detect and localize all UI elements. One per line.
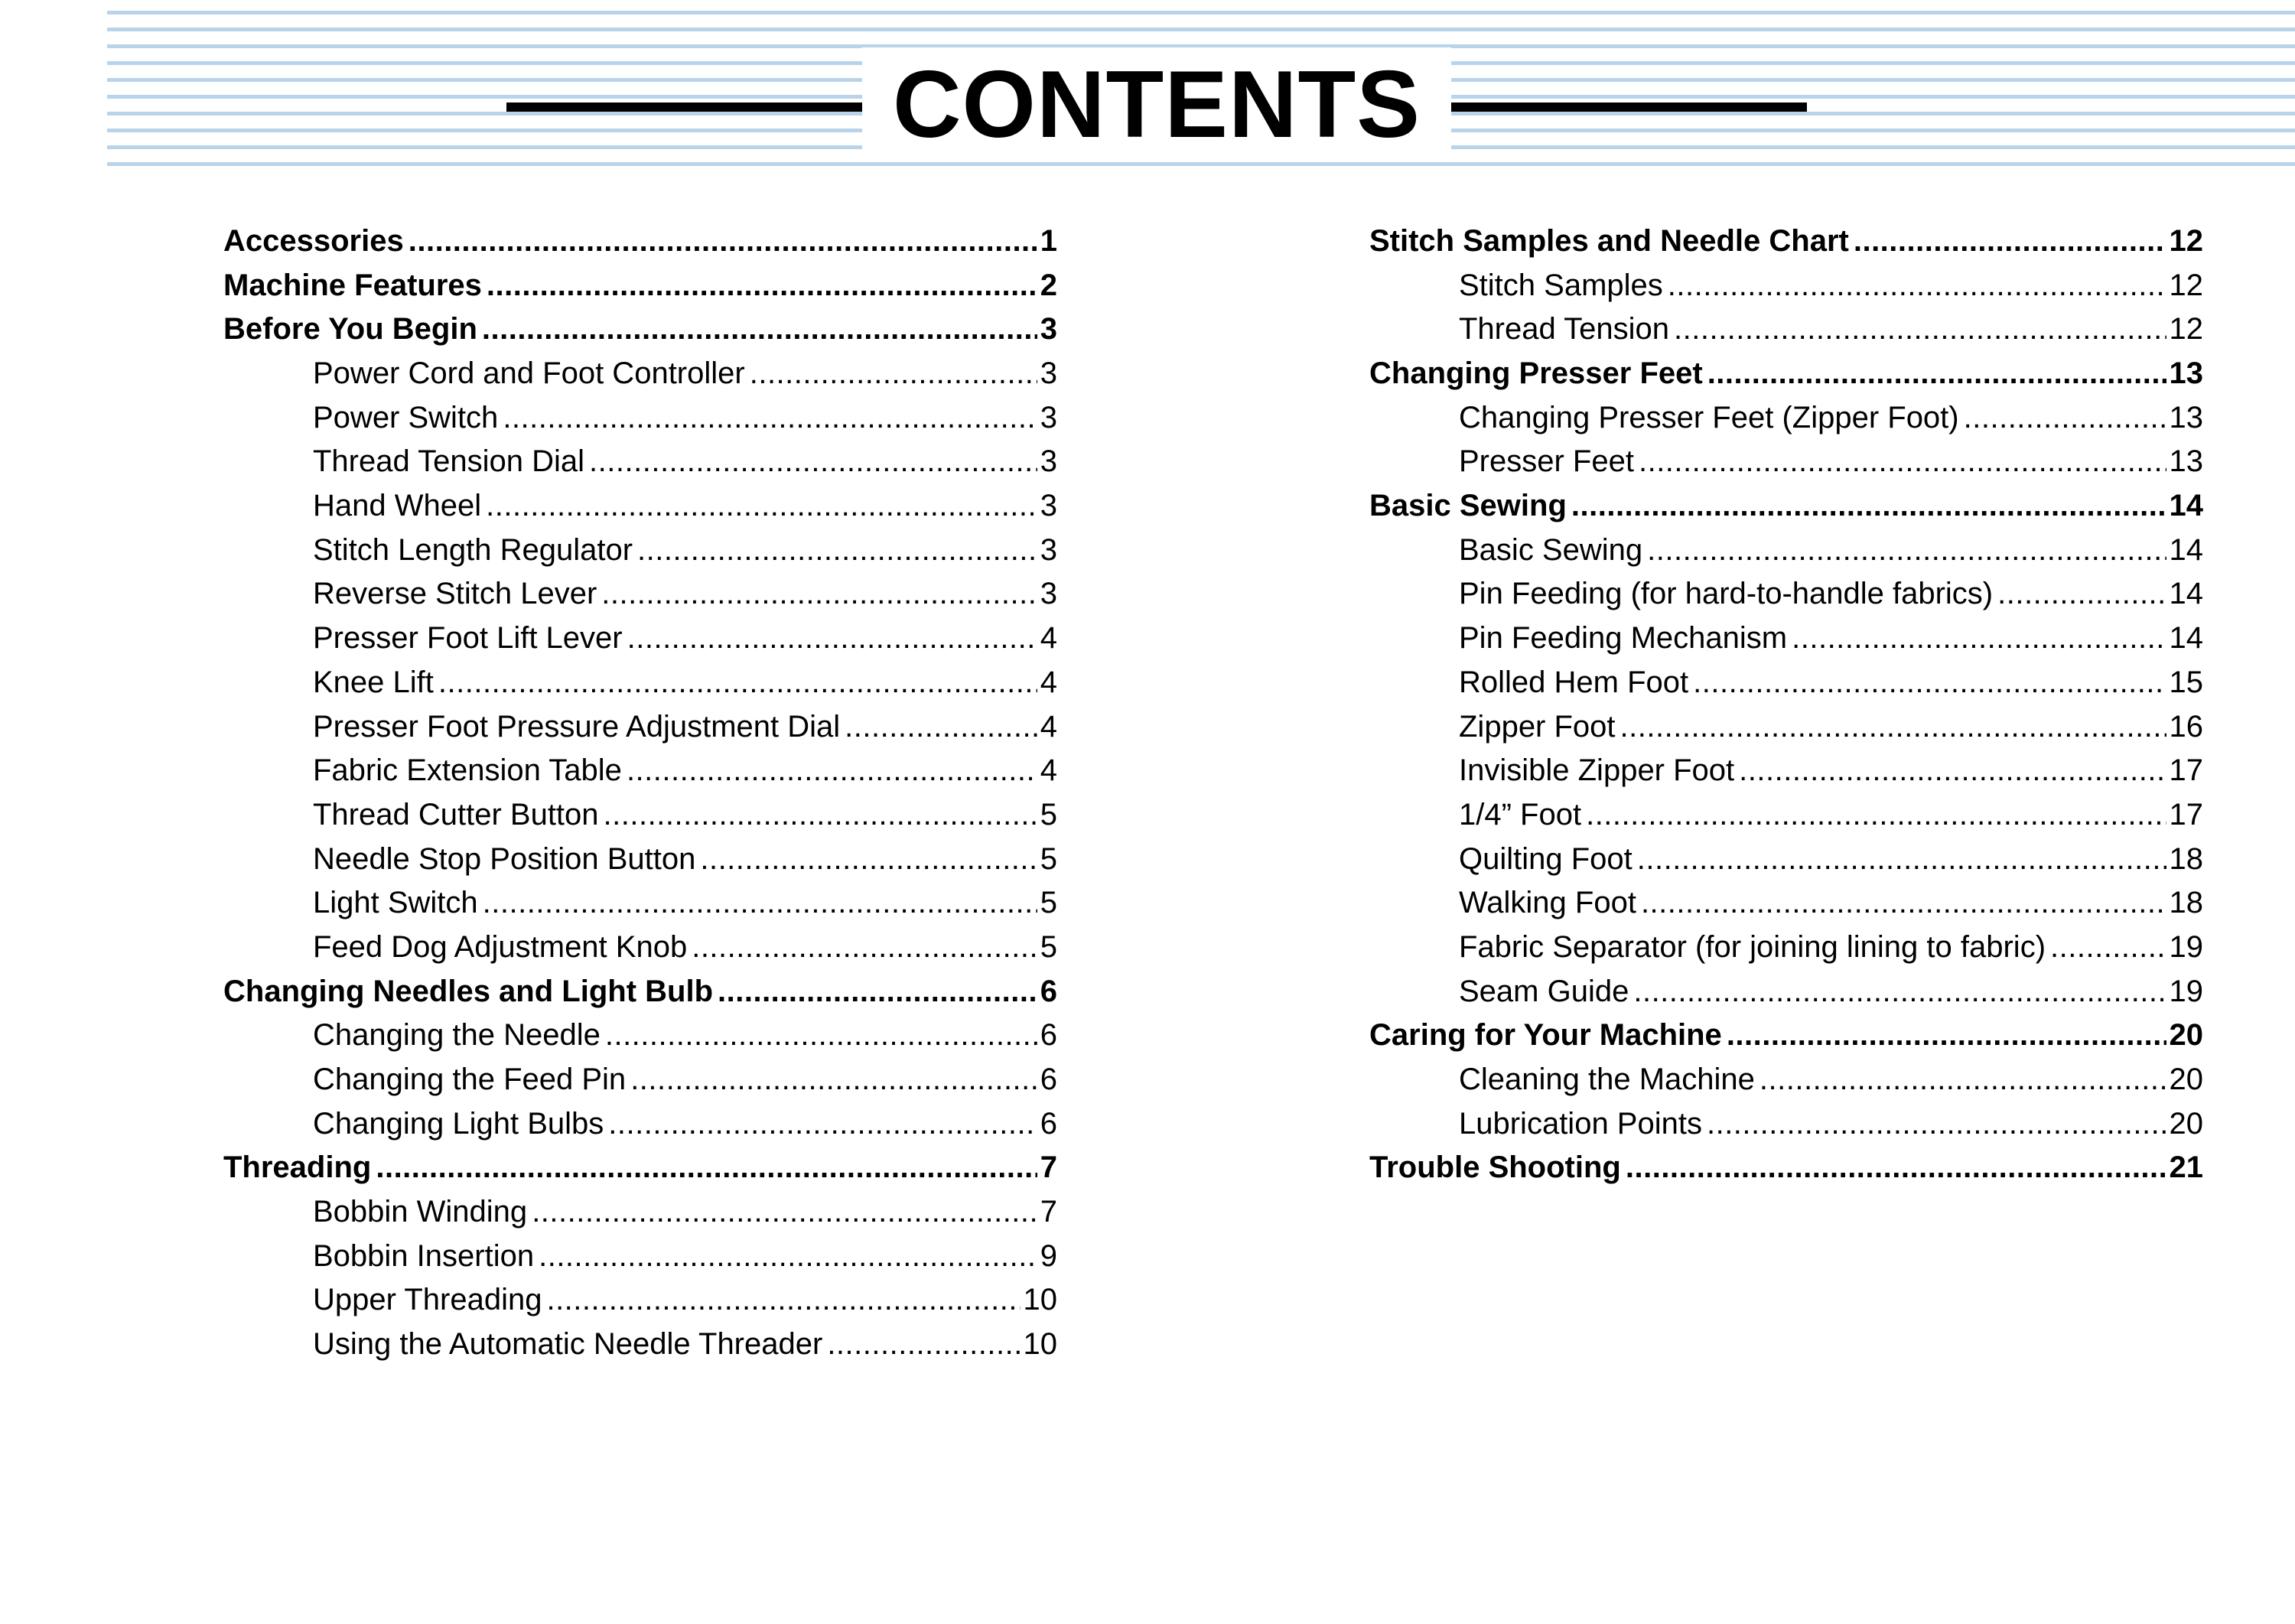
dot-leader <box>637 529 1037 573</box>
toc-entry-page-number: 13 <box>2169 400 2203 434</box>
dot-leader <box>532 1190 1037 1235</box>
toc-entry-page-number: 6 <box>1040 974 1057 1008</box>
toc-entry-label: Rolled Hem Foot <box>1459 665 1689 699</box>
dot-leader <box>2050 926 2166 970</box>
toc-entry-label: Thread Tension Dial <box>313 444 585 479</box>
toc-entry-page-number: 14 <box>2169 489 2203 523</box>
toc-subsection-entry[interactable] <box>223 1279 1057 1323</box>
toc-entry-label: Changing Needles and Light Bulb <box>223 974 713 1008</box>
dot-leader <box>1626 1146 2166 1190</box>
toc-subsection-entry[interactable] <box>223 1102 1057 1147</box>
toc-subsection-entry[interactable] <box>223 529 1057 573</box>
toc-subsection-entry[interactable] <box>223 749 1057 793</box>
toc-entry-page-number: 4 <box>1040 665 1057 699</box>
toc-subsection-entry[interactable] <box>1369 1102 2203 1147</box>
toc-entry-label: Light Switch <box>313 886 478 920</box>
page-title-block <box>506 47 1807 162</box>
toc-entry-page-number: 17 <box>2169 753 2203 788</box>
toc-entry-label: Using the Automatic Needle Threader <box>313 1327 823 1362</box>
dot-leader <box>700 838 1037 882</box>
toc-entry-label: Pin Feeding (for hard-to-handle fabrics) <box>1459 577 1994 611</box>
toc-subsection-entry[interactable] <box>223 1058 1057 1102</box>
dot-leader <box>1620 705 2166 750</box>
toc-subsection-entry[interactable] <box>1369 926 2203 970</box>
toc-entry-page-number: 19 <box>2169 974 2203 1008</box>
toc-entry-label: Lubrication Points <box>1459 1106 1702 1141</box>
toc-entry-page-number: 3 <box>1040 577 1057 611</box>
toc-entry-label: Seam Guide <box>1459 974 1629 1008</box>
dot-leader <box>1854 220 2166 264</box>
toc-entry-page-number: 10 <box>1023 1283 1057 1317</box>
toc-entry-label: Presser Feet <box>1459 444 1634 479</box>
toc-section-entry[interactable] <box>1369 484 2203 529</box>
toc-subsection-entry[interactable] <box>223 838 1057 882</box>
toc-subsection-entry[interactable] <box>1369 308 2203 352</box>
toc-subsection-entry[interactable] <box>223 926 1057 970</box>
toc-subsection-entry[interactable] <box>1369 881 2203 926</box>
toc-entry-page-number: 10 <box>1023 1327 1057 1362</box>
toc-entry-label: Walking Foot <box>1459 886 1636 920</box>
toc-subsection-entry[interactable] <box>223 881 1057 926</box>
toc-entry-label: Changing Presser Feet (Zipper Foot) <box>1459 400 1959 434</box>
toc-subsection-entry[interactable] <box>1369 705 2203 750</box>
toc-subsection-entry[interactable] <box>223 617 1057 661</box>
toc-subsection-entry[interactable] <box>223 1323 1057 1367</box>
dot-leader <box>1760 1058 2166 1102</box>
toc-entry-label: Bobbin Winding <box>313 1195 528 1229</box>
toc-subsection-entry[interactable] <box>1369 793 2203 838</box>
dot-leader <box>605 1014 1037 1058</box>
dot-leader <box>1586 793 2166 838</box>
toc-entry-page-number: 5 <box>1040 886 1057 920</box>
toc-entry-page-number: 5 <box>1040 929 1057 964</box>
dot-leader <box>750 352 1037 396</box>
dot-leader <box>1668 264 2166 308</box>
toc-entry-page-number: 3 <box>1040 532 1057 567</box>
toc-entry-page-number: 3 <box>1040 356 1057 391</box>
toc-entry-page-number: 3 <box>1040 444 1057 479</box>
dot-leader <box>1647 529 2166 573</box>
toc-entry-label: Zipper Foot <box>1459 709 1616 744</box>
toc-section-entry[interactable] <box>223 264 1057 308</box>
dot-leader <box>1964 396 2166 441</box>
dot-leader <box>630 1058 1037 1102</box>
dot-leader <box>627 617 1037 661</box>
dot-leader <box>546 1279 1020 1323</box>
toc-entry-label: Invisible Zipper Foot <box>1459 753 1735 788</box>
toc-subsection-entry[interactable] <box>1369 749 2203 793</box>
toc-entry-label: Changing the Needle <box>313 1018 601 1053</box>
dot-leader <box>409 220 1037 264</box>
toc-subsection-entry[interactable] <box>223 1190 1057 1235</box>
toc-entry-label: Cleaning the Machine <box>1459 1063 1755 1097</box>
toc-entry-label: Power Cord and Foot Controller <box>313 356 745 391</box>
toc-entry-label: Bobbin Insertion <box>313 1238 535 1273</box>
toc-subsection-entry[interactable] <box>1369 573 2203 617</box>
toc-entry-label: Thread Tension <box>1459 312 1669 347</box>
toc-entry-page-number: 15 <box>2169 665 2203 699</box>
toc-subsection-entry[interactable] <box>1369 1058 2203 1102</box>
toc-entry-page-number: 3 <box>1040 400 1057 434</box>
dot-leader <box>1633 970 2166 1014</box>
toc-entry-page-number: 1 <box>1040 223 1057 258</box>
dot-leader <box>1641 881 2166 926</box>
toc-entry-page-number: 14 <box>2169 532 2203 567</box>
toc-section-entry[interactable] <box>223 220 1057 264</box>
toc-subsection-entry[interactable] <box>223 352 1057 396</box>
toc-entry-page-number: 20 <box>2169 1063 2203 1097</box>
dot-leader <box>608 1102 1037 1147</box>
toc-subsection-entry[interactable] <box>1369 617 2203 661</box>
toc-subsection-entry[interactable] <box>223 705 1057 750</box>
toc-subsection-entry[interactable] <box>1369 396 2203 441</box>
toc-entry-label: Fabric Extension Table <box>313 753 622 788</box>
toc-entry-page-number: 14 <box>2169 577 2203 611</box>
toc-entry-page-number: 4 <box>1040 753 1057 788</box>
dot-leader <box>486 484 1037 529</box>
dot-leader <box>1693 661 2166 705</box>
dot-leader <box>589 440 1037 484</box>
toc-entry-page-number: 12 <box>2169 312 2203 347</box>
toc-entry-page-number: 2 <box>1040 268 1057 302</box>
toc-subsection-entry[interactable] <box>223 1014 1057 1058</box>
toc-entry-label: Stitch Samples and Needle Chart <box>1369 223 1849 258</box>
toc-entry-page-number: 14 <box>2169 621 2203 656</box>
toc-entry-page-number: 6 <box>1040 1063 1057 1097</box>
toc-entry-page-number: 9 <box>1040 1238 1057 1273</box>
dot-leader <box>1739 749 2166 793</box>
dot-leader <box>1707 352 2166 396</box>
dot-leader <box>1792 617 2166 661</box>
header-stripe <box>107 11 2295 15</box>
toc-subsection-entry[interactable] <box>1369 661 2203 705</box>
dot-leader <box>1639 440 2166 484</box>
dot-leader <box>487 264 1037 308</box>
toc-entry-label: Presser Foot Pressure Adjustment Dial <box>313 709 841 744</box>
dot-leader <box>1707 1102 2166 1147</box>
toc-entry-label: Hand Wheel <box>313 489 482 523</box>
dot-leader <box>845 705 1037 750</box>
toc-entry-label: Fabric Separator (for joining lining to fabric) <box>1459 929 2046 964</box>
toc-entry-label: Quilting Foot <box>1459 841 1633 876</box>
toc-entry-label: Pin Feeding Mechanism <box>1459 621 1788 656</box>
toc-entry-page-number: 13 <box>2169 356 2203 391</box>
toc-entry-label: Thread Cutter Button <box>313 797 599 832</box>
toc-section-entry[interactable] <box>1369 1014 2203 1058</box>
toc-entry-page-number: 5 <box>1040 841 1057 876</box>
dot-leader <box>604 793 1037 838</box>
dot-leader <box>601 573 1037 617</box>
toc-entry-label: Threading <box>223 1150 372 1185</box>
toc-entry-label: Stitch Samples <box>1459 268 1663 302</box>
toc-entry-label: Upper Threading <box>313 1283 542 1317</box>
toc-entry-page-number: 18 <box>2169 886 2203 920</box>
toc-entry-label: 1/4” Foot <box>1459 797 1582 832</box>
toc-section-entry[interactable] <box>223 1146 1057 1190</box>
toc-entry-page-number: 7 <box>1040 1195 1057 1229</box>
toc-entry-label: Caring for Your Machine <box>1369 1018 1722 1053</box>
toc-entry-page-number: 21 <box>2169 1150 2203 1185</box>
toc-entry-label: Presser Foot Lift Lever <box>313 621 623 656</box>
toc-entry-page-number: 18 <box>2169 841 2203 876</box>
header-stripe <box>107 28 2295 31</box>
dot-leader <box>692 926 1037 970</box>
toc-entry-label: Knee Lift <box>313 665 434 699</box>
title-rule-right <box>1451 103 1807 112</box>
toc-subsection-entry[interactable] <box>223 396 1057 441</box>
toc-section-entry[interactable] <box>223 970 1057 1014</box>
toc-entry-page-number: 17 <box>2169 797 2203 832</box>
dot-leader <box>483 881 1037 926</box>
dot-leader <box>482 308 1037 352</box>
toc-entry-label: Trouble Shooting <box>1369 1150 1621 1185</box>
toc-entry-page-number: 12 <box>2169 223 2203 258</box>
toc-entry-page-number: 13 <box>2169 444 2203 479</box>
toc-subsection-entry[interactable] <box>1369 529 2203 573</box>
toc-column-left <box>223 220 1057 1367</box>
toc-entry-label: Stitch Length Regulator <box>313 532 633 567</box>
toc-subsection-entry[interactable] <box>1369 838 2203 882</box>
title-rule-left <box>506 103 862 112</box>
toc-subsection-entry[interactable] <box>223 1235 1057 1279</box>
toc-entry-label: Machine Features <box>223 268 482 302</box>
toc-section-entry[interactable] <box>1369 220 2203 264</box>
toc-entry-page-number: 7 <box>1040 1150 1057 1185</box>
toc-subsection-entry[interactable] <box>223 484 1057 529</box>
toc-entry-page-number: 12 <box>2169 268 2203 302</box>
toc-entry-label: Needle Stop Position Button <box>313 841 696 876</box>
toc-entry-page-number: 6 <box>1040 1018 1057 1053</box>
toc-column-right <box>1369 220 2203 1190</box>
toc-subsection-entry[interactable] <box>223 440 1057 484</box>
dot-leader <box>827 1323 1020 1367</box>
toc-entry-label: Accessories <box>223 223 404 258</box>
toc-section-entry[interactable] <box>1369 352 2203 396</box>
toc-entry-label: Changing Light Bulbs <box>313 1106 604 1141</box>
toc-entry-label: Feed Dog Adjustment Knob <box>313 929 688 964</box>
dot-leader <box>503 396 1037 441</box>
toc-entry-page-number: 19 <box>2169 929 2203 964</box>
toc-entry-page-number: 3 <box>1040 489 1057 523</box>
toc-subsection-entry[interactable] <box>223 793 1057 838</box>
toc-subsection-entry[interactable] <box>1369 264 2203 308</box>
dot-leader <box>1727 1014 2166 1058</box>
dot-leader <box>376 1146 1037 1190</box>
toc-entry-label: Changing the Feed Pin <box>313 1063 627 1097</box>
toc-entry-page-number: 4 <box>1040 621 1057 656</box>
toc-entry-label: Before You Begin <box>223 312 477 347</box>
toc-entry-label: Reverse Stitch Lever <box>313 577 597 611</box>
toc-entry-page-number: 5 <box>1040 797 1057 832</box>
toc-entry-page-number: 6 <box>1040 1106 1057 1141</box>
dot-leader <box>627 749 1037 793</box>
toc-entry-label: Power Switch <box>313 400 499 434</box>
toc-subsection-entry[interactable] <box>223 573 1057 617</box>
toc-subsection-entry[interactable] <box>1369 440 2203 484</box>
toc-subsection-entry[interactable] <box>1369 970 2203 1014</box>
dot-leader <box>1997 573 2166 617</box>
dot-leader <box>1571 484 2166 529</box>
page-title: CONTENTS <box>862 47 1451 162</box>
toc-section-entry[interactable] <box>1369 1146 2203 1190</box>
toc-subsection-entry[interactable] <box>223 661 1057 705</box>
dot-leader <box>539 1235 1037 1279</box>
toc-entry-page-number: 20 <box>2169 1106 2203 1141</box>
dot-leader <box>718 970 1037 1014</box>
toc-entry-page-number: 20 <box>2169 1018 2203 1053</box>
dot-leader <box>438 661 1037 705</box>
header-stripe <box>107 162 2295 166</box>
toc-entry-label: Basic Sewing <box>1459 532 1643 567</box>
dot-leader <box>1637 838 2166 882</box>
dot-leader <box>1674 308 2166 352</box>
toc-entry-label: Changing Presser Feet <box>1369 356 1703 391</box>
toc-entry-page-number: 4 <box>1040 709 1057 744</box>
toc-entry-page-number: 16 <box>2169 709 2203 744</box>
toc-entry-page-number: 3 <box>1040 312 1057 347</box>
toc-section-entry[interactable] <box>223 308 1057 352</box>
toc-entry-label: Basic Sewing <box>1369 489 1567 523</box>
